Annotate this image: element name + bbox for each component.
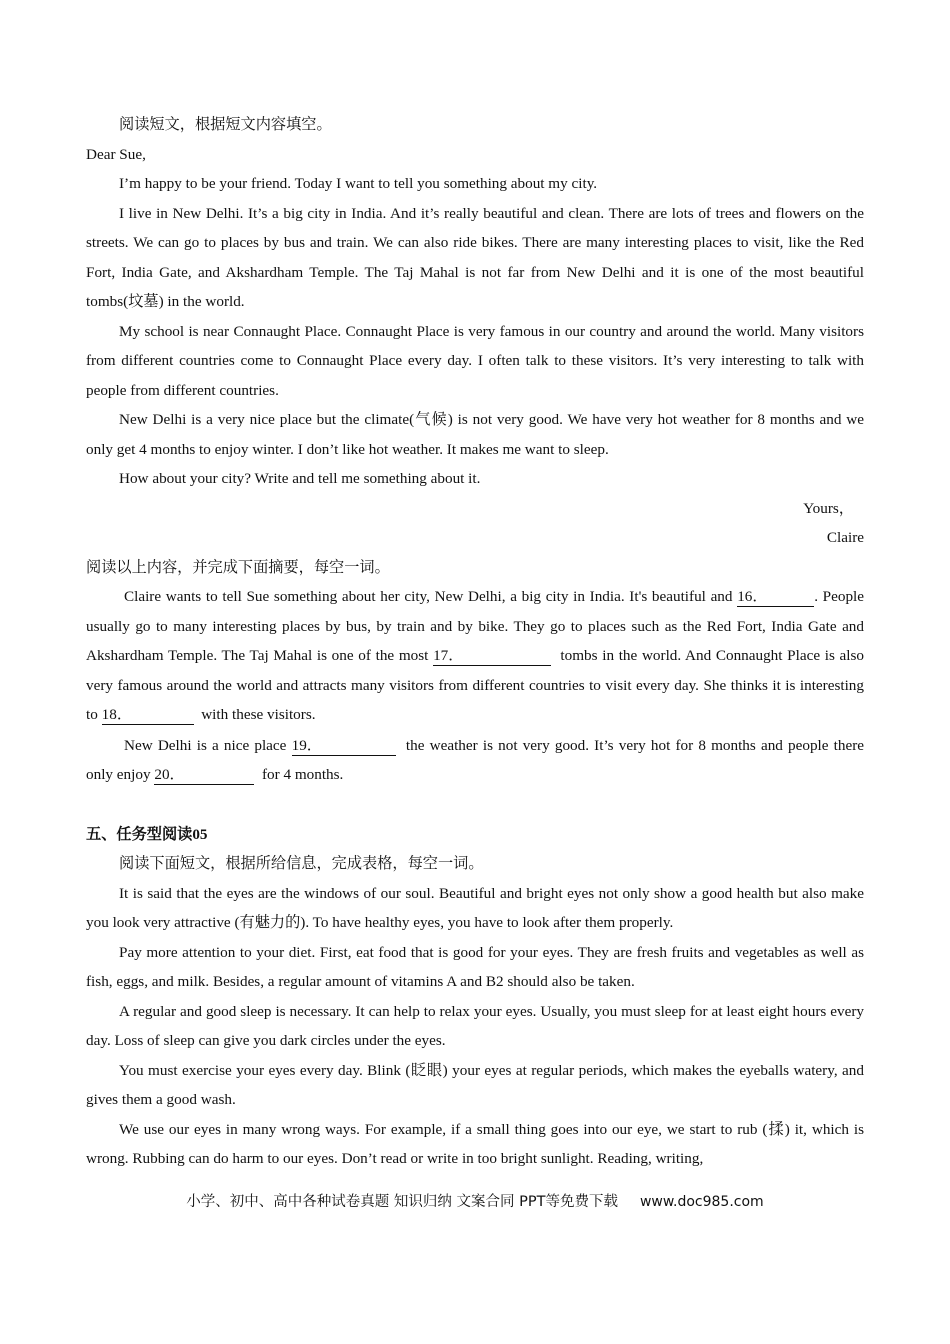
letter-greeting: Dear Sue, <box>86 145 146 163</box>
letter-paragraph: My school is near Connaught Place. Connaught Place is very famous in our country and around the world. Many visitors from different countries come to Connaught Place every day. I often talk to these visitors. It’s very interesting to talk with people from different countries. <box>86 322 864 399</box>
summary-paragraph <box>86 582 864 730</box>
letter-signature: Claire <box>826 529 864 546</box>
letter-paragraph: I’m happy to be your friend. Today I want to tell you something about my city. <box>119 175 598 192</box>
letter-paragraph: New Delhi is a very nice place but the climate(气候) is not very good. We have very hot weather for 8 months and we only get 4 months to enjoy winter. I don’t like hot weather. It makes me want to sleep. <box>86 411 864 458</box>
summary-text: the weather is not very good. It’s very hot for 8 months and people there only enjoy <box>86 736 865 783</box>
reading-paragraph: A regular and good sleep is necessary. It can help to relax your eyes. Usually, you must sleep for at least eight hours every day. Loss of sleep can give you dark circles under the eyes. <box>86 1002 864 1049</box>
reading-paragraph: Pay more attention to your diet. First, eat food that is good for your eyes. They are fresh fruits and vegetables as well as fish, eggs, and milk. Besides, a regular amount of vitamins A and B2 should also be taken. <box>86 943 864 990</box>
summary-text: Claire wants to tell Sue something about her city, New Delhi, a big city in India. It's beautiful and <box>124 588 733 605</box>
answer-blank-18[interactable]: 18． <box>102 706 194 725</box>
summary-text: with these visitors. <box>201 706 316 723</box>
summary-text: tombs in the world. And Connaught Place is also very famous around the world and attracts many visitors from different countries to visit every day. She thinks it is interesting to <box>86 647 865 723</box>
letter-closing: Yours， <box>803 499 854 517</box>
answer-blank-16[interactable]: 16． <box>737 588 814 607</box>
page-content <box>86 110 864 1174</box>
summary-text: . People usually go to many interesting places by bus, by train and by bike. They go to places such as the Red Fort, India Gate and Akshardham Temple. The Taj Mahal is one of the most <box>86 588 864 664</box>
reading-paragraph: You must exercise your eyes every day. Blink (眨眼) your eyes at regular periods, which makes the eyeballs watery, and gives them a good wash. <box>86 1061 864 1108</box>
section-heading: 五、任务型阅读05 <box>86 825 208 843</box>
summary-text: for 4 months. <box>261 766 344 783</box>
letter-paragraph: I live in New Delhi. It’s a big city in India. And it’s really beautiful and clean. There are lots of trees and flowers on the streets. We can go to places by bus and train. We can also ride bikes. There are many interesting places to visit, like the Red Fort, India Gate, and Akshardham Temple. The Taj Mahal is not far from New Delhi and it is one of the most beautiful tombs(坟墓) in the world. <box>86 204 864 310</box>
page-footer <box>0 1190 950 1211</box>
summary-paragraph <box>86 731 864 790</box>
section-instruction: 阅读下面短文，根据所给信息，完成表格，每空一词。 <box>119 855 484 872</box>
reading-paragraph: It is said that the eyes are the windows of our soul. Beautiful and bright eyes not only show a good health but also make you look very attractive (有魅力的). To have healthy eyes, you have to look after them properly. <box>86 884 864 931</box>
letter-paragraph: How about your city? Write and tell me something about it. <box>119 470 481 487</box>
answer-blank-17[interactable]: 17． <box>433 647 551 666</box>
summary-instruction: 阅读以上内容，并完成下面摘要，每空一词。 <box>86 558 390 576</box>
reading-paragraph: We use our eyes in many wrong ways. For example, if a small thing goes into our eye, we start to rub (揉) it, which is wrong. Rubbing can do harm to our eyes. Don’t read or write in too bright sunlight. Reading, writing, <box>86 1120 864 1167</box>
summary-text: New Delhi is a nice place <box>124 736 287 754</box>
footer-text: 小学、初中、高中各种试卷真题 知识归纳 文案合同 PPT等免费下载 <box>186 1194 618 1210</box>
footer-site-link[interactable]: www.doc985.com <box>639 1194 764 1210</box>
passage-instruction: 阅读短文，根据短文内容填空。 <box>119 116 332 133</box>
answer-blank-19[interactable]: 19． <box>292 737 396 756</box>
answer-blank-20[interactable]: 20． <box>154 766 254 785</box>
